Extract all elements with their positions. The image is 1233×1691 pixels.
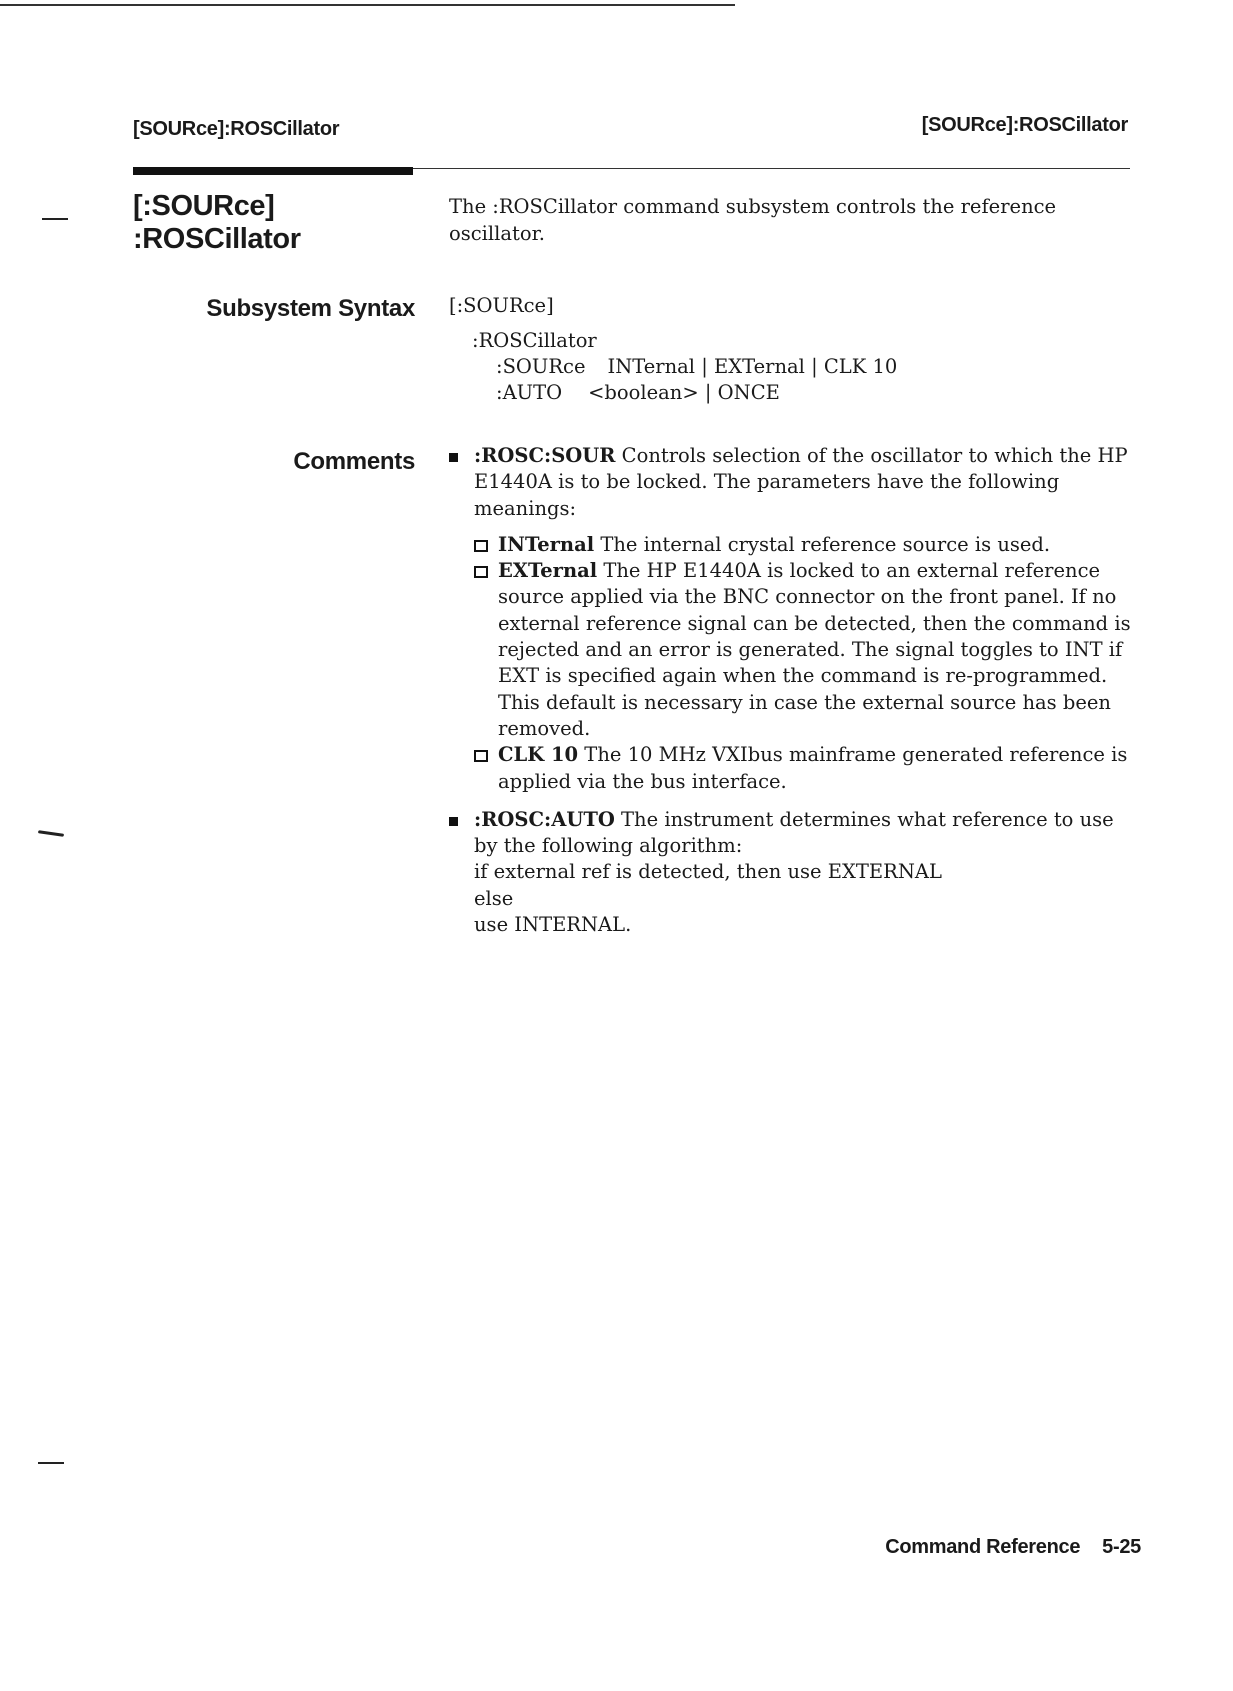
parameter-item-external xyxy=(474,558,1134,742)
parameter-keyword: INTernal xyxy=(498,532,595,556)
parameter-text: The internal crystal reference source is used. xyxy=(594,532,1051,556)
binding-mark xyxy=(42,218,68,220)
bullet-keyword: :ROSC:AUTO xyxy=(474,807,615,831)
bullet-square-icon xyxy=(449,817,458,826)
footer-label: Command Reference xyxy=(885,1536,1081,1558)
syntax-line-roscillator: :ROSCillator xyxy=(472,329,597,352)
algorithm-line-1: if external ref is detected, then use EXTERNAL xyxy=(474,860,942,884)
algorithm-line-3: use INTERNAL. xyxy=(474,913,632,937)
bullet-keyword: :ROSC:SOUR xyxy=(474,444,616,467)
syntax-line-source-sub xyxy=(496,354,897,380)
parameter-text: The 10 MHz VXIbus mainframe generated reference is applied via the bus interface. xyxy=(498,743,1128,793)
comment-bullet-rosc-auto xyxy=(449,807,1134,938)
top-scan-rule xyxy=(0,4,735,6)
bullet-square-icon xyxy=(449,453,458,462)
section-rule-thin xyxy=(413,168,1130,169)
syntax-line-source: [:SOURce] xyxy=(449,294,554,317)
parameter-list xyxy=(474,532,1134,795)
comments-heading: Comments xyxy=(293,448,415,475)
subsystem-syntax-heading: Subsystem Syntax xyxy=(206,295,415,322)
parameter-keyword: CLK 10 xyxy=(498,743,579,767)
binding-mark xyxy=(38,830,64,837)
parameter-text: The HP E1440A is locked to an external reference source applied via the BNC connector on the front panel. If no external reference signal can be detected, then the command is rejected and an error is generated. The signal toggles to INT if EXT is specified again when the command is re-programmed. This default is necessary in case the external source has been removed. xyxy=(498,559,1131,740)
binding-mark xyxy=(38,1462,64,1464)
syntax-line-auto xyxy=(496,380,897,406)
parameter-item-clk10 xyxy=(474,742,1134,795)
syntax-block xyxy=(449,293,897,406)
bullet-text: Controls selection of the oscillator to which the HP E1440A is to be locked. The parameters have the following meanings: xyxy=(474,444,1128,520)
syntax-auto-params: <boolean> | ONCE xyxy=(588,381,780,404)
page-footer xyxy=(885,1536,1141,1559)
syntax-auto-command: :AUTO xyxy=(496,381,563,404)
section-title-line1: [:SOURce] xyxy=(133,190,275,222)
page-number: 5-25 xyxy=(1102,1536,1141,1558)
parameter-keyword: EXTernal xyxy=(498,559,598,583)
parameter-item-internal xyxy=(474,532,1134,558)
syntax-source-params: INTernal | EXTernal | CLK 10 xyxy=(607,355,898,378)
hollow-square-bullet-icon xyxy=(474,540,488,552)
hollow-square-bullet-icon xyxy=(474,750,488,762)
algorithm-line-2: else xyxy=(474,886,514,910)
running-head-right: [SOURce]:ROSCillator xyxy=(921,114,1128,136)
syntax-source-command: :SOURce xyxy=(496,355,586,378)
comment-bullet-rosc-sour xyxy=(449,443,1134,795)
section-title xyxy=(133,190,393,256)
section-intro: The :ROSCillator command subsystem controls the reference oscillator. xyxy=(449,195,1057,245)
running-head-left: [SOURce]:ROSCillator xyxy=(133,118,340,140)
section-title-line2: :ROSCillator xyxy=(133,223,301,255)
bullet-text: The instrument determines what reference to use by the following algorithm: xyxy=(474,807,1114,858)
comments-block xyxy=(449,443,1134,938)
hollow-square-bullet-icon xyxy=(474,566,488,578)
section-rule-thick xyxy=(133,167,413,175)
